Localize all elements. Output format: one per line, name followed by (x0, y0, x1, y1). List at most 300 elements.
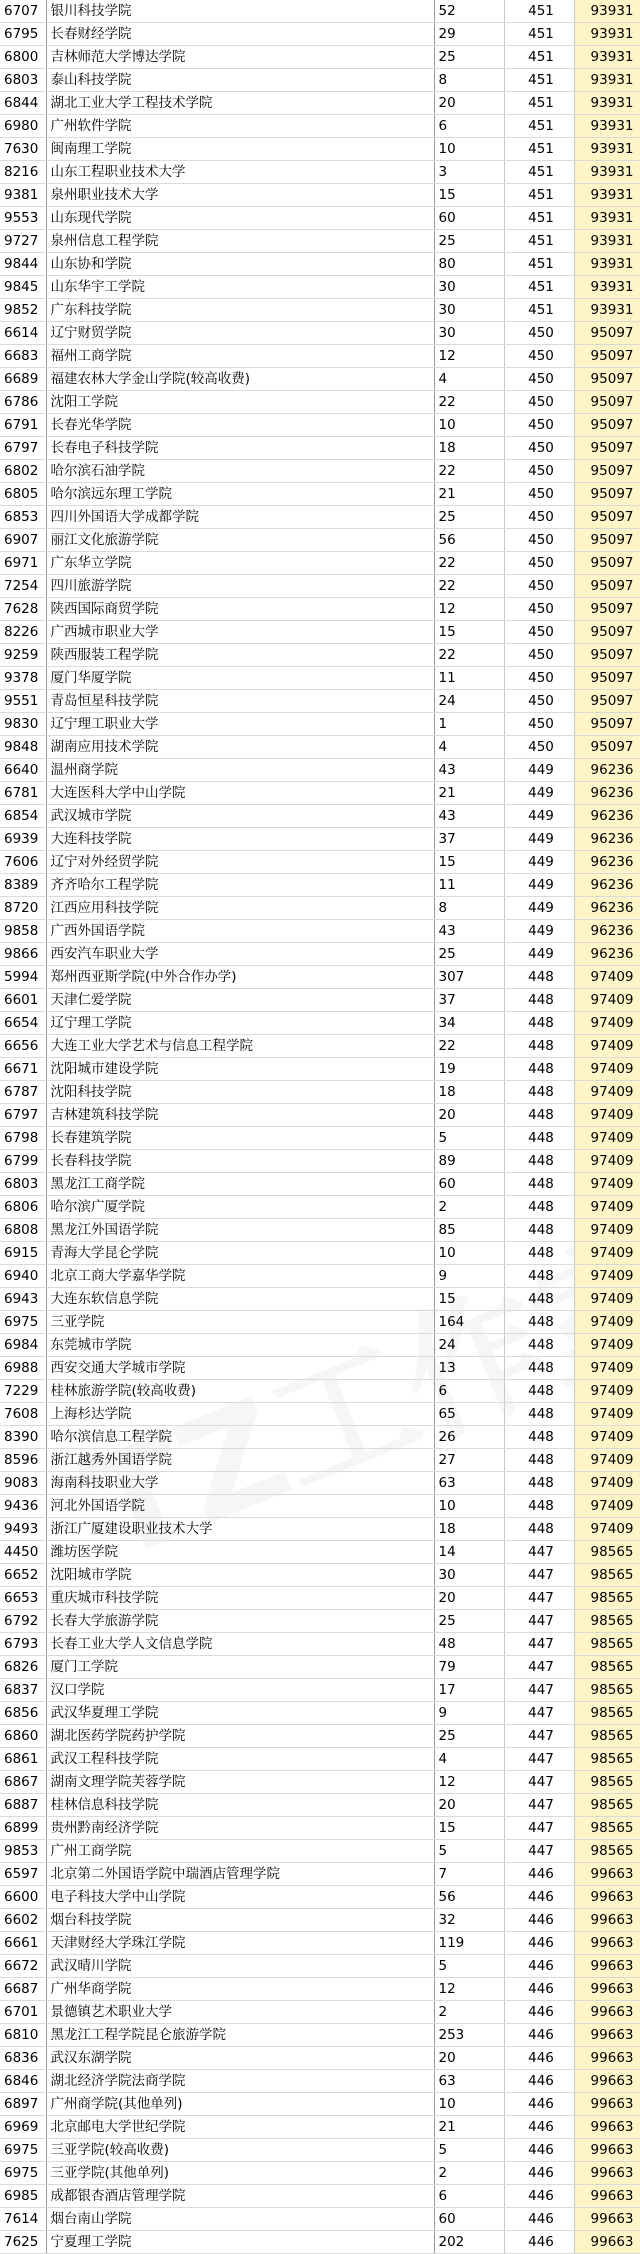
plan-count-cell: 6 (434, 1380, 504, 1403)
rank-cell: 97409 (574, 1012, 640, 1035)
plan-count-cell: 22 (434, 460, 504, 483)
school-name-cell: 广西城市职业大学 (46, 621, 434, 644)
plan-count-cell: 80 (434, 253, 504, 276)
school-name-cell: 四川外国语大学成都学院 (46, 506, 434, 529)
table-row (0, 1357, 640, 1380)
rank-cell: 93931 (574, 0, 640, 23)
school-code-cell: 9378 (0, 667, 46, 690)
plan-count-cell: 1 (434, 713, 504, 736)
rank-cell: 95097 (574, 621, 640, 644)
table-row (0, 2047, 640, 2070)
school-name-cell: 浙江广厦建设职业技术大学 (46, 1518, 434, 1541)
school-name-cell: 武汉华夏理工学院 (46, 1702, 434, 1725)
school-name-cell: 哈尔滨信息工程学院 (46, 1426, 434, 1449)
rank-cell: 97409 (574, 1472, 640, 1495)
plan-count-cell: 21 (434, 2116, 504, 2139)
school-name-cell: 长春大学旅游学院 (46, 1610, 434, 1633)
school-code-cell: 9866 (0, 943, 46, 966)
min-score-cell: 450 (504, 690, 574, 713)
school-name-cell: 河北外国语学院 (46, 1495, 434, 1518)
min-score-cell: 446 (504, 1909, 574, 1932)
rank-cell: 97409 (574, 1288, 640, 1311)
school-name-cell: 湖南应用技术学院 (46, 736, 434, 759)
table-row (0, 1518, 640, 1541)
min-score-cell: 451 (504, 184, 574, 207)
school-code-cell: 9845 (0, 276, 46, 299)
plan-count-cell: 18 (434, 1518, 504, 1541)
school-code-cell: 6988 (0, 1357, 46, 1380)
table-row (0, 1955, 640, 1978)
min-score-cell: 448 (504, 1035, 574, 1058)
plan-count-cell: 29 (434, 23, 504, 46)
rank-cell: 95097 (574, 736, 640, 759)
table-row (0, 598, 640, 621)
rank-cell: 93931 (574, 92, 640, 115)
school-name-cell: 青海大学昆仑学院 (46, 1242, 434, 1265)
plan-count-cell: 20 (434, 1794, 504, 1817)
plan-count-cell: 21 (434, 782, 504, 805)
min-score-cell: 448 (504, 1242, 574, 1265)
table-row (0, 1886, 640, 1909)
min-score-cell: 447 (504, 1702, 574, 1725)
table-row (0, 368, 640, 391)
min-score-cell: 448 (504, 1449, 574, 1472)
plan-count-cell: 15 (434, 1817, 504, 1840)
rank-cell: 98565 (574, 1771, 640, 1794)
school-code-cell: 4450 (0, 1541, 46, 1564)
school-code-cell: 6803 (0, 69, 46, 92)
rank-cell: 97409 (574, 1173, 640, 1196)
plan-count-cell: 20 (434, 92, 504, 115)
plan-count-cell: 7 (434, 1863, 504, 1886)
school-code-cell: 6899 (0, 1817, 46, 1840)
table-row (0, 1403, 640, 1426)
rank-cell: 99663 (574, 1886, 640, 1909)
plan-count-cell: 2 (434, 2162, 504, 2185)
plan-count-cell: 25 (434, 943, 504, 966)
school-name-cell: 西安汽车职业大学 (46, 943, 434, 966)
plan-count-cell: 2 (434, 1196, 504, 1219)
school-code-cell: 9844 (0, 253, 46, 276)
plan-count-cell: 32 (434, 1909, 504, 1932)
plan-count-cell: 5 (434, 2139, 504, 2162)
plan-count-cell: 10 (434, 138, 504, 161)
plan-count-cell: 89 (434, 1150, 504, 1173)
school-code-cell: 9858 (0, 920, 46, 943)
rank-cell: 93931 (574, 299, 640, 322)
table-row (0, 2070, 640, 2093)
school-name-cell: 辽宁理工学院 (46, 1012, 434, 1035)
school-code-cell: 8389 (0, 874, 46, 897)
min-score-cell: 446 (504, 2024, 574, 2047)
plan-count-cell: 10 (434, 2093, 504, 2116)
school-name-cell: 天津财经大学珠江学院 (46, 1932, 434, 1955)
min-score-cell: 446 (504, 1978, 574, 2001)
rank-cell: 97409 (574, 1196, 640, 1219)
rank-cell: 96236 (574, 920, 640, 943)
plan-count-cell: 11 (434, 667, 504, 690)
rank-cell: 93931 (574, 69, 640, 92)
school-name-cell: 北京工商大学嘉华学院 (46, 1265, 434, 1288)
table-row (0, 115, 640, 138)
table-row (0, 69, 640, 92)
table-row (0, 391, 640, 414)
min-score-cell: 448 (504, 1472, 574, 1495)
plan-count-cell: 12 (434, 1771, 504, 1794)
plan-count-cell: 43 (434, 805, 504, 828)
table-row (0, 460, 640, 483)
school-name-cell: 辽宁对外经贸学院 (46, 851, 434, 874)
rank-cell: 99663 (574, 2231, 640, 2254)
school-name-cell: 大连工业大学艺术与信息工程学院 (46, 1035, 434, 1058)
school-name-cell: 广东科技学院 (46, 299, 434, 322)
table-row (0, 782, 640, 805)
min-score-cell: 451 (504, 253, 574, 276)
table-row (0, 322, 640, 345)
school-code-cell: 6980 (0, 115, 46, 138)
school-code-cell: 6787 (0, 1081, 46, 1104)
school-name-cell: 北京第二外国语学院中瑞酒店管理学院 (46, 1863, 434, 1886)
min-score-cell: 451 (504, 92, 574, 115)
school-code-cell: 7614 (0, 2208, 46, 2231)
school-code-cell: 7254 (0, 575, 46, 598)
school-name-cell: 吉林建筑科技学院 (46, 1104, 434, 1127)
min-score-cell: 446 (504, 2070, 574, 2093)
plan-count-cell: 5 (434, 1127, 504, 1150)
rank-cell: 97409 (574, 1242, 640, 1265)
rank-cell: 99663 (574, 1863, 640, 1886)
school-code-cell: 9551 (0, 690, 46, 713)
table-row (0, 966, 640, 989)
table-row (0, 575, 640, 598)
table-row (0, 1495, 640, 1518)
plan-count-cell: 56 (434, 529, 504, 552)
rank-cell: 93931 (574, 138, 640, 161)
school-name-cell: 长春科技学院 (46, 1150, 434, 1173)
plan-count-cell: 30 (434, 322, 504, 345)
school-code-cell: 9259 (0, 644, 46, 667)
rank-cell: 98565 (574, 1748, 640, 1771)
rank-cell: 93931 (574, 184, 640, 207)
min-score-cell: 448 (504, 1426, 574, 1449)
rank-cell: 95097 (574, 598, 640, 621)
min-score-cell: 448 (504, 1127, 574, 1150)
rank-cell: 98565 (574, 1587, 640, 1610)
rank-cell: 95097 (574, 690, 640, 713)
table-row (0, 1081, 640, 1104)
table-row (0, 828, 640, 851)
rank-cell: 95097 (574, 552, 640, 575)
plan-count-cell: 24 (434, 690, 504, 713)
min-score-cell: 450 (504, 529, 574, 552)
school-code-cell: 6689 (0, 368, 46, 391)
school-code-cell: 6860 (0, 1725, 46, 1748)
school-code-cell: 6861 (0, 1748, 46, 1771)
plan-count-cell: 19 (434, 1058, 504, 1081)
min-score-cell: 450 (504, 621, 574, 644)
table-row (0, 1932, 640, 1955)
min-score-cell: 447 (504, 1840, 574, 1863)
school-code-cell: 6975 (0, 1311, 46, 1334)
min-score-cell: 448 (504, 1265, 574, 1288)
min-score-cell: 446 (504, 2116, 574, 2139)
rank-cell: 95097 (574, 391, 640, 414)
min-score-cell: 450 (504, 667, 574, 690)
plan-count-cell: 25 (434, 506, 504, 529)
school-code-cell: 6853 (0, 506, 46, 529)
plan-count-cell: 10 (434, 414, 504, 437)
rank-cell: 97409 (574, 1150, 640, 1173)
table-row (0, 230, 640, 253)
school-name-cell: 山东协和学院 (46, 253, 434, 276)
table-row (0, 1242, 640, 1265)
school-name-cell: 湖北经济学院法商学院 (46, 2070, 434, 2093)
rank-cell: 97409 (574, 1426, 640, 1449)
school-name-cell: 沈阳科技学院 (46, 1081, 434, 1104)
rank-cell: 99663 (574, 2093, 640, 2116)
min-score-cell: 446 (504, 1886, 574, 1909)
table-row (0, 1702, 640, 1725)
min-score-cell: 450 (504, 506, 574, 529)
plan-count-cell: 22 (434, 1035, 504, 1058)
rank-cell: 97409 (574, 1495, 640, 1518)
table-row (0, 1863, 640, 1886)
plan-count-cell: 11 (434, 874, 504, 897)
plan-count-cell: 22 (434, 644, 504, 667)
school-code-cell: 6601 (0, 989, 46, 1012)
school-name-cell: 汉口学院 (46, 1679, 434, 1702)
school-code-cell: 6939 (0, 828, 46, 851)
school-name-cell: 东莞城市学院 (46, 1334, 434, 1357)
min-score-cell: 448 (504, 1357, 574, 1380)
plan-count-cell: 25 (434, 1725, 504, 1748)
table-row (0, 2162, 640, 2185)
school-name-cell: 武汉晴川学院 (46, 1955, 434, 1978)
school-name-cell: 郑州西亚斯学院(中外合作办学) (46, 966, 434, 989)
table-row (0, 1564, 640, 1587)
table-row (0, 1219, 640, 1242)
min-score-cell: 450 (504, 713, 574, 736)
min-score-cell: 450 (504, 391, 574, 414)
plan-count-cell: 8 (434, 897, 504, 920)
school-code-cell: 6984 (0, 1334, 46, 1357)
min-score-cell: 447 (504, 1564, 574, 1587)
school-name-cell: 三亚学院 (46, 1311, 434, 1334)
plan-count-cell: 307 (434, 966, 504, 989)
school-code-cell: 6671 (0, 1058, 46, 1081)
table-row (0, 805, 640, 828)
school-code-cell: 6600 (0, 1886, 46, 1909)
plan-count-cell: 63 (434, 1472, 504, 1495)
rank-cell: 96236 (574, 874, 640, 897)
plan-count-cell: 24 (434, 1334, 504, 1357)
min-score-cell: 448 (504, 1173, 574, 1196)
table-row (0, 897, 640, 920)
school-code-cell: 6940 (0, 1265, 46, 1288)
table-row (0, 1633, 640, 1656)
school-code-cell: 6798 (0, 1127, 46, 1150)
plan-count-cell: 15 (434, 621, 504, 644)
min-score-cell: 446 (504, 2162, 574, 2185)
table-row (0, 1817, 640, 1840)
min-score-cell: 446 (504, 1932, 574, 1955)
school-name-cell: 辽宁财贸学院 (46, 322, 434, 345)
min-score-cell: 448 (504, 1288, 574, 1311)
rank-cell: 98565 (574, 1633, 640, 1656)
table-row (0, 1472, 640, 1495)
rank-cell: 95097 (574, 575, 640, 598)
school-name-cell: 陕西服装工程学院 (46, 644, 434, 667)
school-name-cell: 丽江文化旅游学院 (46, 529, 434, 552)
school-code-cell: 6915 (0, 1242, 46, 1265)
school-code-cell: 6602 (0, 1909, 46, 1932)
plan-count-cell: 25 (434, 1610, 504, 1633)
table-row (0, 851, 640, 874)
plan-count-cell: 15 (434, 184, 504, 207)
table-row (0, 299, 640, 322)
min-score-cell: 448 (504, 1311, 574, 1334)
min-score-cell: 451 (504, 69, 574, 92)
table-row (0, 184, 640, 207)
rank-cell: 98565 (574, 1794, 640, 1817)
min-score-cell: 450 (504, 552, 574, 575)
school-name-cell: 陕西国际商贸学院 (46, 598, 434, 621)
table-row (0, 943, 640, 966)
school-name-cell: 山东华宇工学院 (46, 276, 434, 299)
min-score-cell: 448 (504, 1058, 574, 1081)
table-row (0, 506, 640, 529)
school-name-cell: 齐齐哈尔工程学院 (46, 874, 434, 897)
min-score-cell: 451 (504, 0, 574, 23)
table-row (0, 92, 640, 115)
rank-cell: 99663 (574, 2139, 640, 2162)
school-code-cell: 6854 (0, 805, 46, 828)
rank-cell: 95097 (574, 322, 640, 345)
table-row (0, 1380, 640, 1403)
min-score-cell: 448 (504, 966, 574, 989)
plan-count-cell: 4 (434, 1748, 504, 1771)
plan-count-cell: 15 (434, 851, 504, 874)
school-name-cell: 长春建筑学院 (46, 1127, 434, 1150)
school-name-cell: 桂林信息科技学院 (46, 1794, 434, 1817)
plan-count-cell: 202 (434, 2231, 504, 2254)
min-score-cell: 450 (504, 460, 574, 483)
school-code-cell: 6943 (0, 1288, 46, 1311)
min-score-cell: 447 (504, 1748, 574, 1771)
min-score-cell: 449 (504, 874, 574, 897)
plan-count-cell: 79 (434, 1656, 504, 1679)
school-code-cell: 6792 (0, 1610, 46, 1633)
school-name-cell: 广州软件学院 (46, 115, 434, 138)
school-code-cell: 6985 (0, 2185, 46, 2208)
school-code-cell: 6975 (0, 2139, 46, 2162)
plan-count-cell: 164 (434, 1311, 504, 1334)
plan-count-cell: 18 (434, 437, 504, 460)
school-code-cell: 7625 (0, 2231, 46, 2254)
school-name-cell: 长春电子科技学院 (46, 437, 434, 460)
plan-count-cell: 60 (434, 1173, 504, 1196)
plan-count-cell: 12 (434, 345, 504, 368)
rank-cell: 99663 (574, 1932, 640, 1955)
school-name-cell: 哈尔滨广厦学院 (46, 1196, 434, 1219)
school-code-cell: 9848 (0, 736, 46, 759)
school-code-cell: 6867 (0, 1771, 46, 1794)
school-code-cell: 9083 (0, 1472, 46, 1495)
min-score-cell: 448 (504, 1150, 574, 1173)
rank-cell: 98565 (574, 1610, 640, 1633)
school-code-cell: 6810 (0, 2024, 46, 2047)
school-code-cell: 7630 (0, 138, 46, 161)
rank-cell: 97409 (574, 1403, 640, 1426)
rank-cell: 98565 (574, 1702, 640, 1725)
school-name-cell: 辽宁理工职业大学 (46, 713, 434, 736)
school-name-cell: 广州商学院(其他单列) (46, 2093, 434, 2116)
school-name-cell: 青岛恒星科技学院 (46, 690, 434, 713)
school-name-cell: 黑龙江工程学院昆仑旅游学院 (46, 2024, 434, 2047)
table-row (0, 529, 640, 552)
min-score-cell: 448 (504, 989, 574, 1012)
table-row (0, 46, 640, 69)
school-code-cell: 6701 (0, 2001, 46, 2024)
school-name-cell: 武汉东湖学院 (46, 2047, 434, 2070)
plan-count-cell: 3 (434, 161, 504, 184)
school-code-cell: 6656 (0, 1035, 46, 1058)
plan-count-cell: 43 (434, 920, 504, 943)
table-row (0, 1587, 640, 1610)
rank-cell: 95097 (574, 483, 640, 506)
table-row (0, 736, 640, 759)
rank-cell: 93931 (574, 161, 640, 184)
table-row (0, 1334, 640, 1357)
min-score-cell: 450 (504, 598, 574, 621)
school-code-cell: 9727 (0, 230, 46, 253)
plan-count-cell: 65 (434, 1403, 504, 1426)
table-row (0, 207, 640, 230)
rank-cell: 99663 (574, 2208, 640, 2231)
plan-count-cell: 30 (434, 1564, 504, 1587)
table-row (0, 1909, 640, 1932)
school-code-cell: 6661 (0, 1932, 46, 1955)
rank-cell: 99663 (574, 1978, 640, 2001)
min-score-cell: 450 (504, 736, 574, 759)
school-code-cell: 8720 (0, 897, 46, 920)
min-score-cell: 446 (504, 2047, 574, 2070)
rank-cell: 99663 (574, 2162, 640, 2185)
rank-cell: 97409 (574, 1058, 640, 1081)
school-code-cell: 9830 (0, 713, 46, 736)
school-name-cell: 上海杉达学院 (46, 1403, 434, 1426)
plan-count-cell: 119 (434, 1932, 504, 1955)
plan-count-cell: 43 (434, 759, 504, 782)
plan-count-cell: 56 (434, 1886, 504, 1909)
school-name-cell: 宁夏理工学院 (46, 2231, 434, 2254)
school-name-cell: 重庆城市科技学院 (46, 1587, 434, 1610)
school-code-cell: 9436 (0, 1495, 46, 1518)
rank-cell: 97409 (574, 1380, 640, 1403)
min-score-cell: 449 (504, 851, 574, 874)
school-name-cell: 广西外国语学院 (46, 920, 434, 943)
min-score-cell: 450 (504, 644, 574, 667)
school-code-cell: 6707 (0, 0, 46, 23)
school-name-cell: 哈尔滨石油学院 (46, 460, 434, 483)
school-code-cell: 6781 (0, 782, 46, 805)
school-code-cell: 6844 (0, 92, 46, 115)
school-code-cell: 6672 (0, 1955, 46, 1978)
school-name-cell: 沈阳城市学院 (46, 1564, 434, 1587)
rank-cell: 98565 (574, 1817, 640, 1840)
school-code-cell: 6836 (0, 2047, 46, 2070)
school-code-cell: 7229 (0, 1380, 46, 1403)
